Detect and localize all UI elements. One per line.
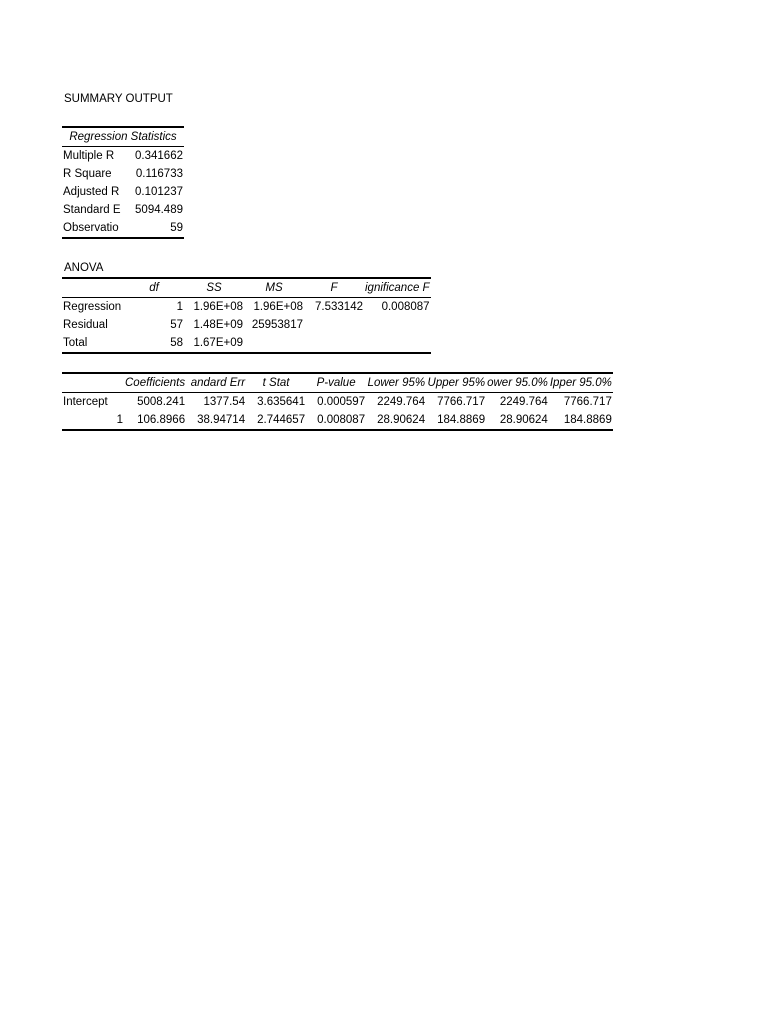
table-row (62, 219, 184, 238)
row-value: 0.101237 (135, 186, 183, 198)
row-value: 5094.489 (135, 204, 183, 216)
row-label: 1 (62, 411, 124, 430)
table-row (62, 316, 431, 334)
table-cell: 28.90624 (366, 411, 426, 430)
column-header: ower 95.0% (486, 373, 549, 393)
coefficients-table (62, 372, 613, 431)
table-cell: 1.48E+09 (193, 319, 243, 331)
regression-statistics-table (62, 126, 184, 239)
table-row (62, 201, 184, 219)
row-label: Adjusted R (63, 186, 120, 198)
column-header: Upper 95% (426, 373, 486, 393)
table-cell (364, 334, 431, 353)
table-cell: 184.8869 (549, 411, 613, 430)
row-label: Residual (63, 319, 108, 331)
table-cell (364, 316, 431, 334)
column-header (62, 373, 124, 393)
row-label: Multiple R (63, 150, 115, 162)
anova-header-row (62, 278, 431, 298)
table-cell: 7766.717 (437, 396, 486, 408)
row-label: Standard E (63, 204, 121, 216)
column-header: Ipper 95.0% (549, 373, 613, 393)
column-header: df (124, 278, 184, 298)
table-cell (244, 334, 304, 353)
row-label: R Square (63, 168, 112, 180)
table-cell: 57 (170, 319, 183, 331)
table-cell: 1.67E+09 (184, 334, 244, 353)
table-cell: 7.533142 (315, 301, 363, 313)
table-cell: 2.744657 (246, 411, 306, 430)
table-cell: 0.008087 (381, 301, 430, 313)
table-cell (304, 316, 364, 334)
column-header: t Stat (246, 373, 306, 393)
table-cell: 1 (176, 301, 183, 313)
table-cell: 58 (124, 334, 184, 353)
table-cell: 7766.717 (563, 396, 612, 408)
table-cell: 1377.54 (203, 396, 246, 408)
table-row (62, 183, 184, 201)
anova-title: ANOVA (64, 262, 104, 274)
row-value: 0.116733 (135, 168, 183, 180)
column-header: Coefficients (124, 373, 186, 393)
row-label: Regression (63, 301, 122, 313)
column-header: P-value (306, 373, 366, 393)
table-cell: 38.94714 (186, 411, 246, 430)
table-cell: 3.635641 (257, 396, 306, 408)
table-cell: 0.008087 (306, 411, 366, 430)
row-label: Observatio (62, 219, 124, 238)
regression-statistics-header-row (62, 127, 184, 147)
table-cell (304, 334, 364, 353)
table-row (62, 298, 431, 317)
table-cell: 2249.764 (377, 396, 426, 408)
table-row (62, 411, 613, 430)
column-header: andard Err (186, 373, 246, 393)
regression-statistics-header: Regression Statistics (62, 127, 184, 147)
anova-table (62, 277, 431, 354)
column-header: MS (244, 278, 304, 298)
row-value: 59 (124, 219, 184, 238)
table-cell: 1.96E+08 (193, 301, 243, 313)
coefficients-header-row (62, 373, 613, 393)
column-header: SS (184, 278, 244, 298)
row-value: 0.341662 (135, 150, 183, 162)
table-cell: 106.8966 (124, 411, 186, 430)
table-row (62, 147, 184, 166)
table-cell: 184.8869 (426, 411, 486, 430)
column-header (62, 278, 124, 298)
summary-output-title: SUMMARY OUTPUT (64, 93, 173, 105)
table-row (62, 334, 431, 353)
table-cell: 28.90624 (486, 411, 549, 430)
table-cell: 0.000597 (317, 396, 366, 408)
row-label: Intercept (63, 396, 108, 408)
table-row (62, 393, 613, 412)
table-cell: 2249.764 (499, 396, 548, 408)
table-cell: 5008.241 (137, 396, 186, 408)
table-row (62, 165, 184, 183)
table-cell: 25953817 (251, 319, 303, 331)
column-header: F (304, 278, 364, 298)
table-cell: 1.96E+08 (253, 301, 303, 313)
column-header: Lower 95% (366, 373, 426, 393)
column-header: ignificance F (364, 278, 431, 298)
row-label: Total (62, 334, 124, 353)
